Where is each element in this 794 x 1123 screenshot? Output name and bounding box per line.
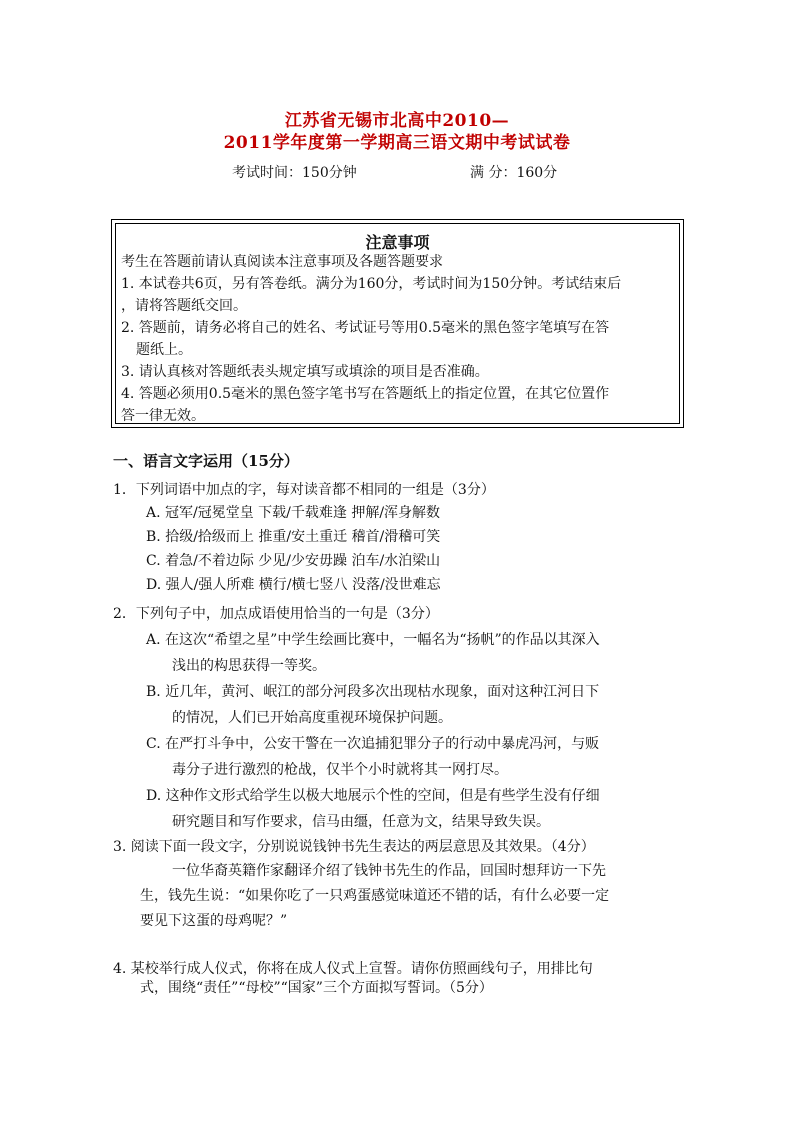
q2-option-a: A. 在这次“希望之星”中学生绘画比赛中，一幅名为“扬帆”的作品以其深入 [146, 632, 600, 648]
q2-option-b-cont: 的情况，人们已开始高度重视环境保护问题。 [172, 710, 452, 726]
q2-option-d-cont: 研究题目和写作要求，信马由缰，任意为文，结果导致失误。 [172, 814, 550, 830]
notice-line: 题纸上。 [136, 342, 192, 358]
q2-stem: 2．下列句子中，加点成语使用恰当的一句是（3分） [113, 606, 439, 622]
q3-passage-line: 要见下这蛋的母鸡呢？” [140, 913, 288, 929]
q1-option-c: C. 着急/不着边际 少见/少安毋躁 泊车/水泊梁山 [146, 553, 441, 569]
full-score: 满 分：160分 [470, 165, 558, 181]
notice-line: 考生在答题前请认真阅读本注意事项及各题答题要求 [121, 254, 443, 270]
notice-title: 注意事项 [365, 233, 430, 252]
notice-line: 3. 请认真核对答题纸表头规定填写或填涂的项目是否准确。 [121, 364, 489, 380]
q2-option-b: B. 近几年，黄河、岷江的部分河段多次出现枯水现象，面对这种江河日下 [146, 684, 600, 700]
notice-inner-frame [115, 223, 680, 424]
q3-passage-line: 一位华裔英籍作家翻译介绍了钱钟书先生的作品，回国时想拜访一下先 [172, 863, 606, 879]
notice-box [111, 219, 684, 428]
section-heading: 一、语言文字运用（15分） [113, 452, 299, 470]
notice-line: ，请将答题纸交回。 [121, 298, 247, 314]
exam-time: 考试时间：150分钟 [232, 165, 357, 181]
q1-option-d: D. 强人/强人所难 横行/横七竖八 没落/没世难忘 [146, 577, 441, 593]
q4-stem-cont: 式，围绕“责任”“母校”“国家”三个方面拟写誓词。（5分） [140, 980, 493, 996]
title-line-2: 2011学年度第一学期高三语文期中考试试卷 [223, 133, 571, 153]
q3-stem: 3. 阅读下面一段文字，分别说说钱钟书先生表达的两层意思及其效果。（4分） [113, 839, 595, 855]
notice-line: 1. 本试卷共6页，另有答卷纸。满分为160分，考试时间为150分钟。考试结束后 [121, 276, 622, 292]
q1-stem: 1．下列词语中加点的字，每对读音都不相同的一组是（3分） [113, 482, 495, 498]
notice-line: 答一律无效。 [121, 408, 205, 424]
notice-line: 2. 答题前，请务必将自己的姓名、考试证号等用0.5毫米的黑色签字笔填写在答 [121, 320, 610, 336]
q2-option-d: D. 这种作文形式给学生以极大地展示个性的空间，但是有些学生没有仔细 [146, 788, 600, 804]
q4-stem: 4. 某校举行成人仪式，你将在成人仪式上宣誓。请你仿照画线句子，用排比句 [113, 961, 593, 977]
q2-option-a-cont: 浅出的构思获得一等奖。 [172, 658, 326, 674]
q3-passage-line: 生，钱先生说：“如果你吃了一只鸡蛋感觉味道还不错的话，有什么必要一定 [140, 888, 610, 904]
q1-option-a: A. 冠军/冠冕堂皇 下载/千载难逢 押解/浑身解数 [146, 505, 441, 521]
q2-option-c-cont: 毒分子进行激烈的枪战，仅半个小时就将其一网打尽。 [172, 762, 508, 778]
title-line-1: 江苏省无锡市北高中2010— [284, 111, 510, 131]
q1-option-b: B. 拾级/拾级而上 推重/安土重迁 稽首/滑稽可笑 [146, 529, 441, 545]
q2-option-c: C. 在严打斗争中，公安干警在一次追捕犯罪分子的行动中暴虎冯河，与贩 [146, 736, 600, 752]
notice-line: 4. 答题必须用0.5毫米的黑色签字笔书写在答题纸上的指定位置，在其它位置作 [121, 386, 610, 402]
